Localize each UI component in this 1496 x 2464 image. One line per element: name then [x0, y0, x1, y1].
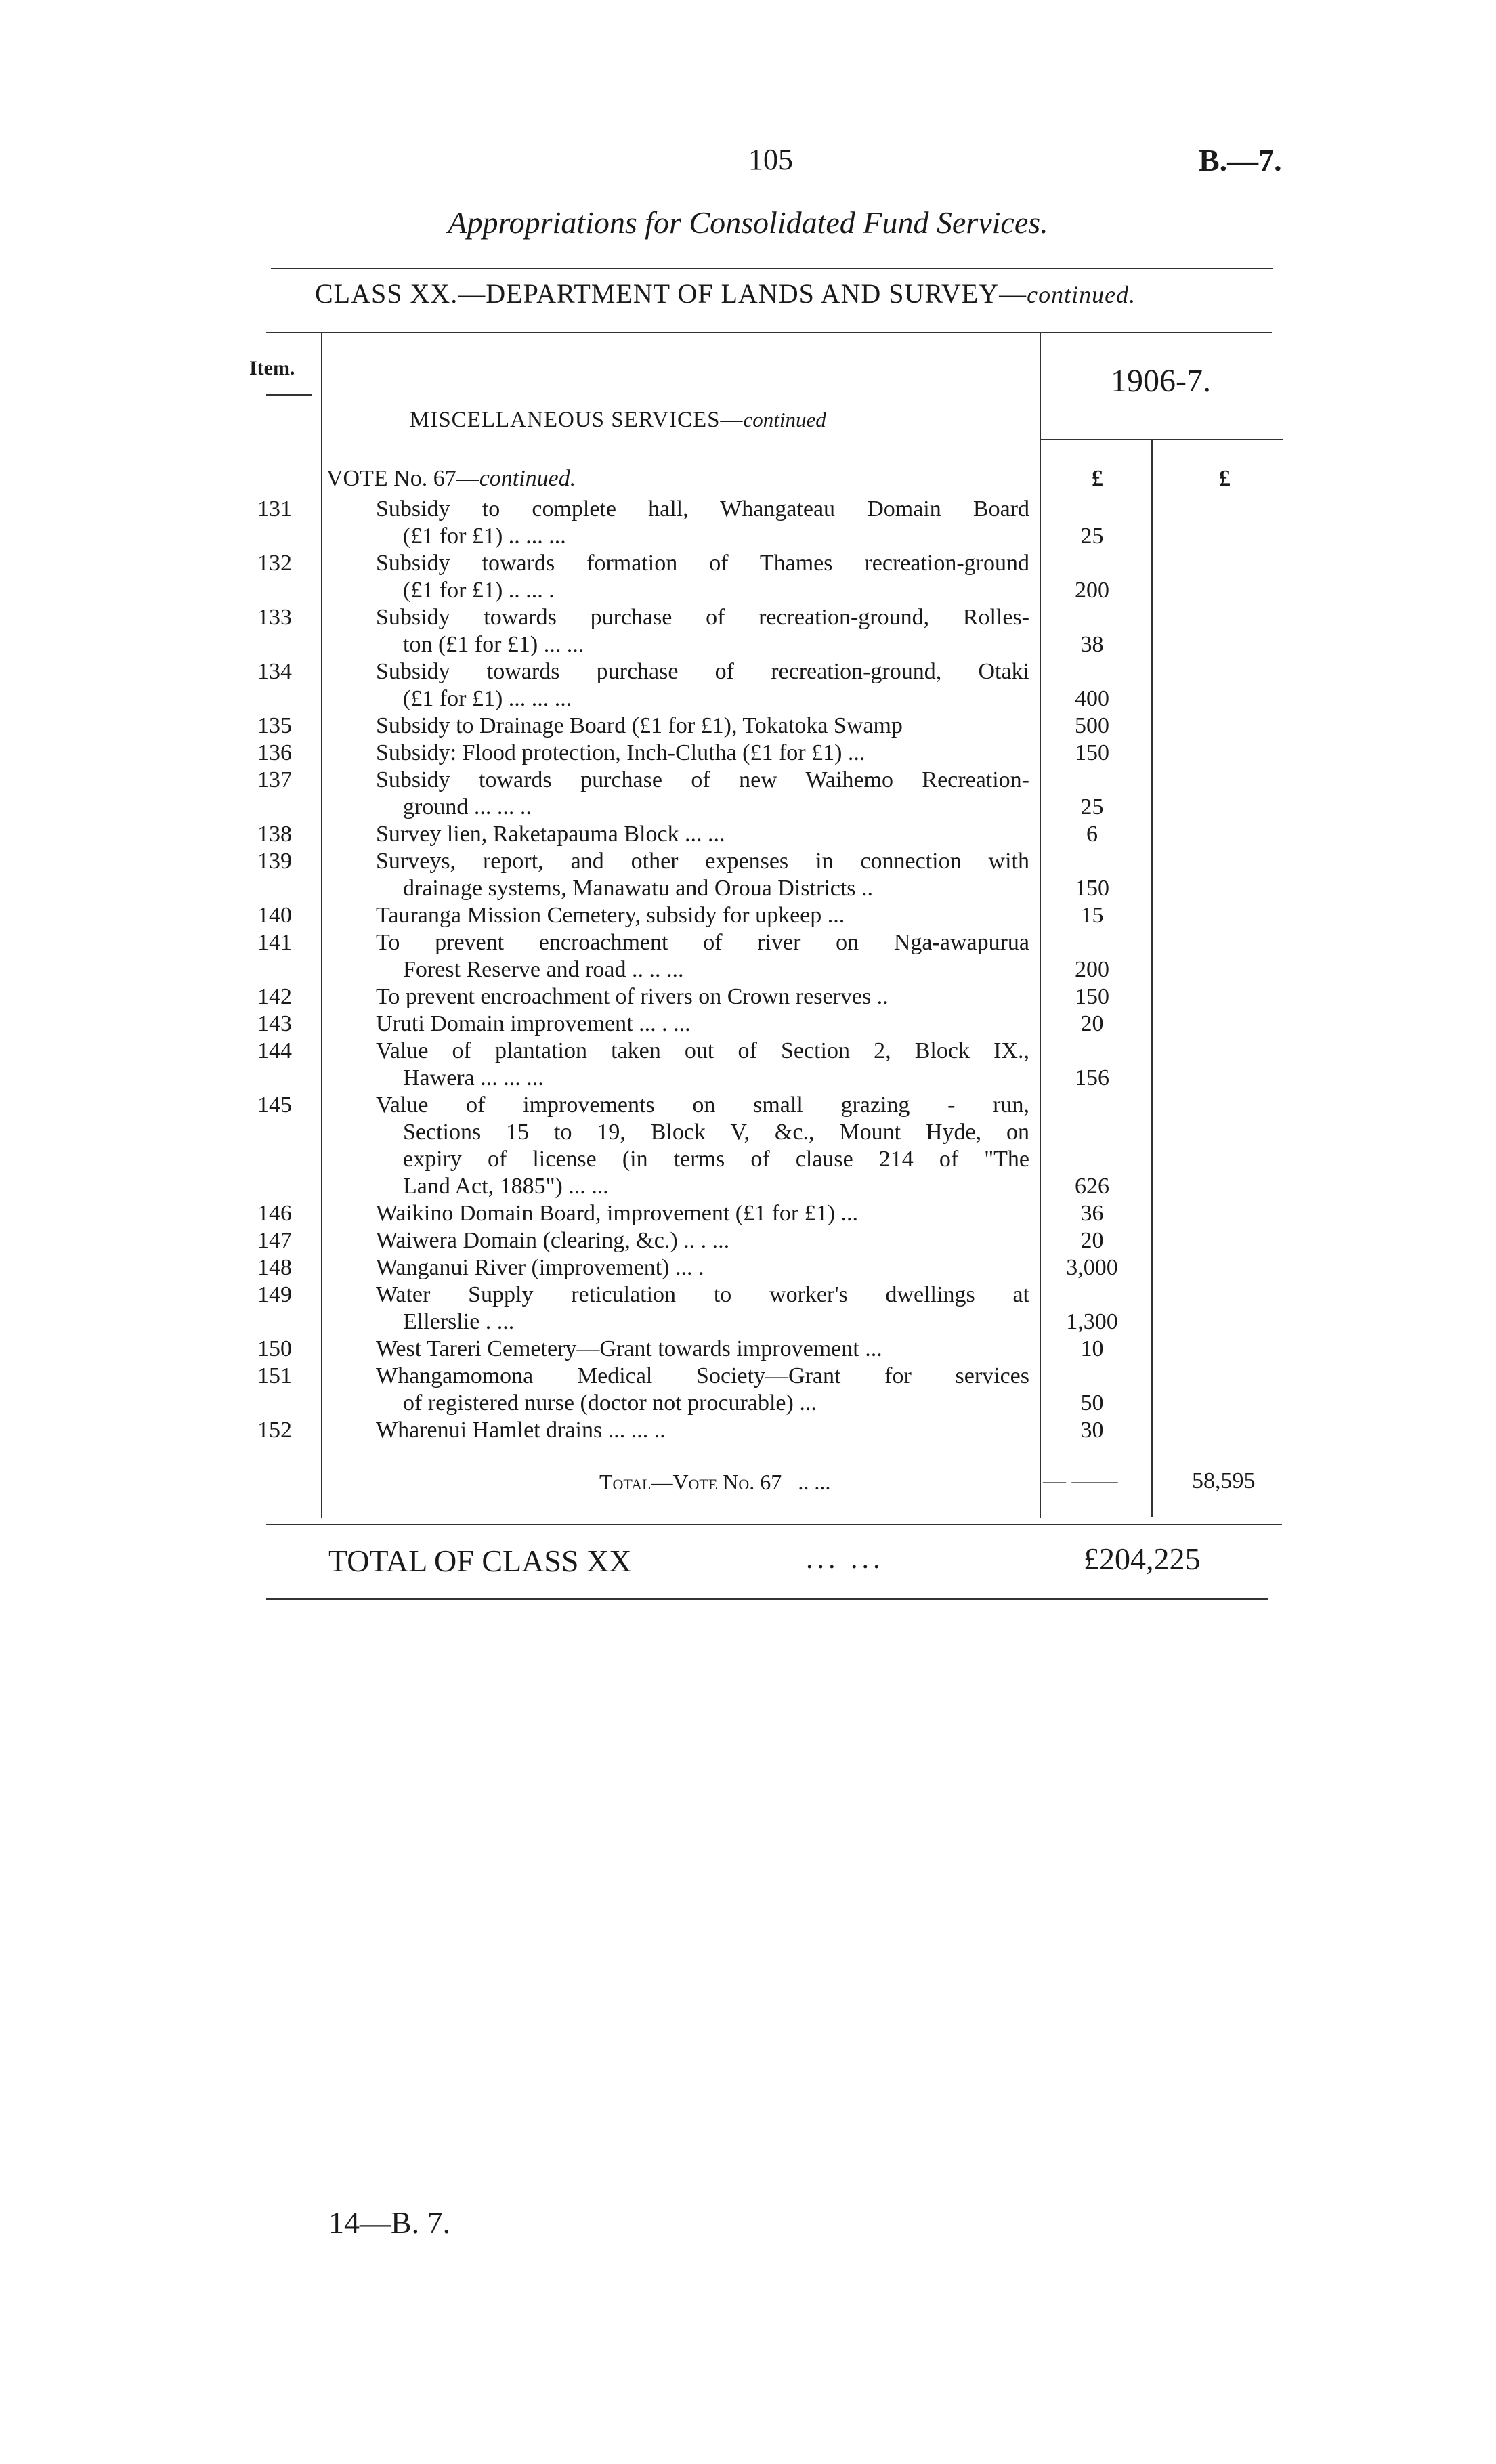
item-amount: 36 [1080, 1201, 1104, 1226]
item-number: 137 [257, 767, 292, 792]
item-number: 135 [257, 713, 292, 738]
item-description: Land Act, 1885") ... ... [403, 1174, 609, 1199]
item-description: ton (£1 for £1) ... ... [403, 632, 584, 657]
table-top-rule [266, 332, 1272, 333]
table-row [0, 875, 1496, 902]
top-rule [271, 268, 1273, 269]
item-description: Tauranga Mission Cemetery, subsidy for upkeep ... [376, 903, 845, 928]
item-amount: 3,000 [1066, 1255, 1118, 1280]
vote-heading [326, 466, 576, 492]
item-description: Subsidy towards formation of Thames recreation-ground [376, 551, 1029, 576]
table-row [0, 1281, 1496, 1309]
item-description: Forest Reserve and road .. .. ... [403, 957, 684, 982]
item-description: Subsidy to complete hall, Whangateau Domain Board [376, 496, 1029, 522]
item-amount: 150 [1075, 876, 1109, 901]
table-row [0, 1146, 1496, 1173]
item-description: Surveys, report, and other expenses in connection with [376, 849, 1029, 874]
item-description: Subsidy towards purchase of recreation-ground, Otaki [376, 659, 1029, 684]
page-number: 105 [748, 143, 793, 176]
vote-total-label [599, 1470, 830, 1495]
vote-heading-continued: continued. [479, 466, 576, 491]
class-heading-continued: continued. [1027, 281, 1136, 308]
item-description: Sections 15 to 19, Block V, &c., Mount Hyde, on [403, 1120, 1029, 1145]
table-row [0, 713, 1496, 740]
table-bottom-rule [266, 1524, 1282, 1525]
item-amount: 150 [1075, 984, 1109, 1009]
item-number: 152 [257, 1418, 292, 1443]
item-amount: 1,300 [1066, 1309, 1118, 1334]
table-row [0, 658, 1496, 685]
item-number: 132 [257, 551, 292, 576]
item-number: 141 [257, 930, 292, 955]
item-number: 131 [257, 496, 292, 522]
item-description: (£1 for £1) ... ... ... [403, 686, 572, 711]
item-number: 139 [257, 849, 292, 874]
class-heading [315, 278, 1136, 310]
table-row [0, 577, 1496, 604]
document-reference: B.—7. [1199, 143, 1282, 177]
item-number: 150 [257, 1336, 292, 1361]
item-description: Subsidy towards purchase of recreation-ground, Rolles- [376, 605, 1029, 630]
table-row [0, 685, 1496, 713]
item-number: 133 [257, 605, 292, 630]
vote-total-dashes: — —— [1043, 1468, 1118, 1493]
item-description: Subsidy: Flood protection, Inch-Clutha (£1 for £1) ... [376, 740, 865, 765]
item-description: expiry of license (in terms of clause 214 of "The [403, 1147, 1029, 1172]
table-row [0, 929, 1496, 956]
table-row [0, 604, 1496, 631]
item-description: Ellerslie . ... [403, 1309, 515, 1334]
table-row [0, 631, 1496, 658]
table-row [0, 1227, 1496, 1254]
table-row [0, 1119, 1496, 1146]
item-amount: 30 [1080, 1418, 1104, 1443]
table-row [0, 1363, 1496, 1390]
item-description: Value of plantation taken out of Section 2, Block IX., [376, 1038, 1029, 1063]
table-row [0, 1336, 1496, 1363]
table-row [0, 740, 1496, 767]
item-amount: 20 [1080, 1228, 1104, 1253]
item-description: Subsidy towards purchase of new Waihemo Recreation- [376, 767, 1029, 792]
item-number: 140 [257, 903, 292, 928]
table-row [0, 496, 1496, 523]
currency-header-total: £ [1219, 466, 1231, 491]
item-number: 143 [257, 1011, 292, 1036]
item-description: ground ... ... .. [403, 794, 532, 820]
table-row [0, 1200, 1496, 1227]
table-row [0, 1254, 1496, 1281]
item-amount: 50 [1080, 1390, 1104, 1416]
item-description: West Tareri Cemetery—Grant towards improvement ... [376, 1336, 882, 1361]
table-row [0, 956, 1496, 983]
item-number: 142 [257, 984, 292, 1009]
currency-header-items: £ [1092, 466, 1103, 491]
item-amount: 15 [1080, 903, 1104, 928]
item-description: Waikino Domain Board, improvement (£1 for £1) ... [376, 1201, 859, 1226]
item-amount: 156 [1075, 1065, 1109, 1090]
vote-heading-text: VOTE No. 67— [326, 466, 479, 491]
table-row [0, 523, 1496, 550]
item-column-header: Item. [249, 357, 295, 379]
table-row [0, 983, 1496, 1011]
table-row [0, 1038, 1496, 1065]
class-total-label: TOTAL OF CLASS XX [328, 1544, 632, 1578]
table-row [0, 1309, 1496, 1336]
class-total-dots: ... ... [806, 1544, 884, 1575]
item-description: To prevent encroachment of rivers on Crown reserves .. [376, 984, 889, 1009]
item-description: Wharenui Hamlet drains ... ... .. [376, 1418, 666, 1443]
item-amount: 6 [1086, 822, 1098, 847]
footer-signature: 14—B. 7. [328, 2205, 451, 2240]
item-description: Uruti Domain improvement ... . ... [376, 1011, 691, 1036]
item-number: 149 [257, 1282, 292, 1307]
item-amount: 400 [1075, 686, 1109, 711]
item-description: Water Supply reticulation to worker's dwellings at [376, 1282, 1029, 1307]
page-subtitle: Appropriations for Consolidated Fund Services. [448, 205, 1048, 240]
table-row [0, 1390, 1496, 1417]
section-heading-continued: continued [743, 408, 826, 431]
item-description: Value of improvements on small grazing - run, [376, 1092, 1029, 1118]
vote-total-dots: .. ... [798, 1470, 831, 1494]
item-amount: 500 [1075, 713, 1109, 738]
table-row [0, 1065, 1496, 1092]
year-header: 1906-7. [1111, 363, 1211, 399]
vote-total-label-text: Total—Vote No. 67 [599, 1470, 782, 1494]
item-amount: 200 [1075, 957, 1109, 982]
section-heading [410, 408, 826, 433]
table-row [0, 794, 1496, 821]
vote-total-amount: 58,595 [1192, 1468, 1256, 1493]
year-underline [1040, 439, 1283, 440]
item-description: To prevent encroachment of river on Nga-awapurua [376, 930, 1029, 955]
item-description: Survey lien, Raketapauma Block ... ... [376, 822, 725, 847]
class-total-rule [266, 1598, 1268, 1600]
class-heading-text: CLASS XX.—DEPARTMENT OF LANDS AND SURVEY— [315, 278, 1027, 309]
item-underline [266, 394, 312, 396]
item-description: Whangamomona Medical Society—Grant for services [376, 1363, 1029, 1388]
item-description: (£1 for £1) .. ... ... [403, 524, 566, 549]
item-description: Waiwera Domain (clearing, &c.) .. . ... [376, 1228, 730, 1253]
item-number: 148 [257, 1255, 292, 1280]
section-heading-text: MISCELLANEOUS SERVICES— [410, 408, 744, 432]
item-amount: 25 [1080, 524, 1104, 549]
table-row [0, 550, 1496, 577]
item-description: Subsidy to Drainage Board (£1 for £1), Tokatoka Swamp [376, 713, 903, 738]
item-amount: 25 [1080, 794, 1104, 820]
class-total-amount: £204,225 [1084, 1542, 1201, 1576]
item-amount: 626 [1075, 1174, 1109, 1199]
item-description: Wanganui River (improvement) ... . [376, 1255, 704, 1280]
item-number: 146 [257, 1201, 292, 1226]
item-description: drainage systems, Manawatu and Oroua Districts .. [403, 876, 873, 901]
item-amount: 38 [1080, 632, 1104, 657]
item-amount: 20 [1080, 1011, 1104, 1036]
item-amount: 200 [1075, 578, 1109, 603]
table-row [0, 1011, 1496, 1038]
item-number: 145 [257, 1092, 292, 1118]
table-row [0, 1173, 1496, 1200]
table-row [0, 848, 1496, 875]
table-row [0, 1417, 1496, 1444]
item-number: 134 [257, 659, 292, 684]
table-row [0, 821, 1496, 848]
item-number: 147 [257, 1228, 292, 1253]
item-number: 136 [257, 740, 292, 765]
table-row [0, 1092, 1496, 1119]
item-amount: 150 [1075, 740, 1109, 765]
item-description: of registered nurse (doctor not procurable) ... [403, 1390, 817, 1416]
item-number: 138 [257, 822, 292, 847]
item-number: 144 [257, 1038, 292, 1063]
table-row [0, 902, 1496, 929]
item-description: Hawera ... ... ... [403, 1065, 544, 1090]
item-description: (£1 for £1) .. ... . [403, 578, 555, 603]
item-number: 151 [257, 1363, 292, 1388]
item-amount: 10 [1080, 1336, 1104, 1361]
table-row [0, 767, 1496, 794]
